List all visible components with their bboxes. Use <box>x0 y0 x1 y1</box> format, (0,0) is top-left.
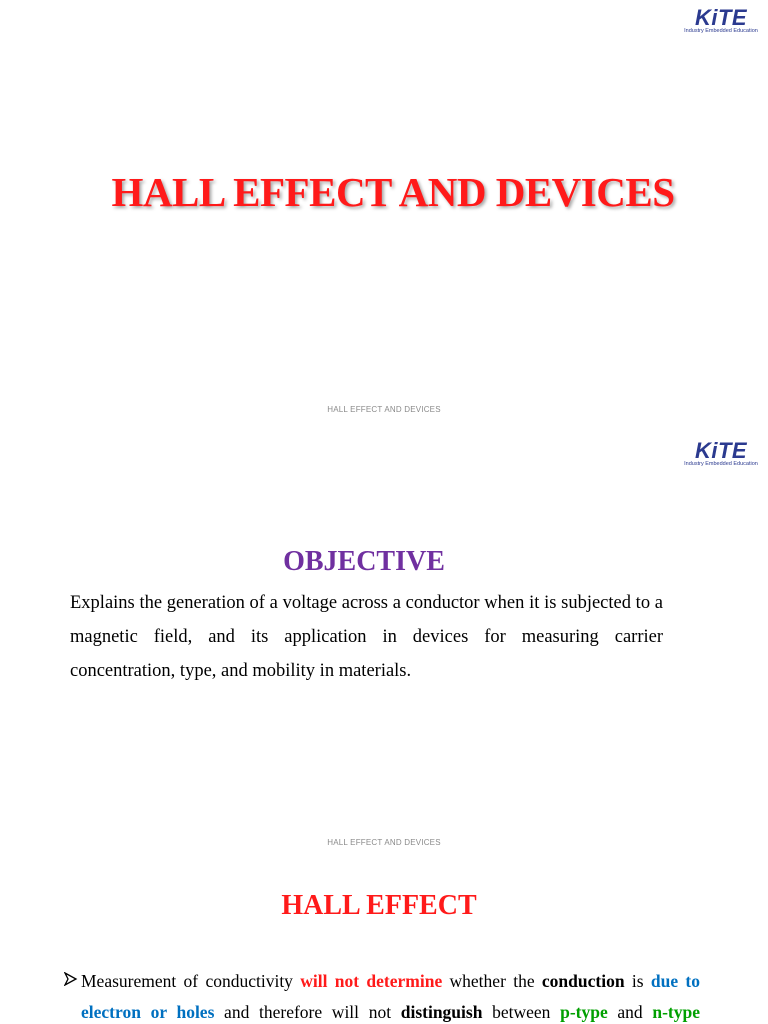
text-segment: whether the <box>442 971 542 991</box>
section-heading: HALL EFFECT <box>281 890 477 921</box>
logo-mark: KiTE <box>694 5 748 30</box>
kite-logo <box>684 5 758 36</box>
text-segment: and <box>607 1002 653 1022</box>
logo-tagline: Industry Embedded Education <box>684 28 758 34</box>
highlight-p-type: p-type <box>560 1002 608 1022</box>
kite-logo <box>684 438 758 469</box>
highlight-electron-holes: due to electron or holes <box>81 971 700 1022</box>
slide-title <box>0 0 768 432</box>
page-title: HALL EFFECT AND DEVICES <box>111 169 675 215</box>
text-segment: is <box>624 971 651 991</box>
bullet-item <box>64 966 700 1024</box>
objective-heading: OBJECTIVE <box>283 546 445 577</box>
slide-footer: HALL EFFECT AND DEVICES <box>327 405 441 414</box>
bullet-text <box>81 966 700 1024</box>
slide-footer: HALL EFFECT AND DEVICES <box>327 838 441 847</box>
text-segment: between <box>482 1002 561 1022</box>
highlight-n-type: n-type <box>652 1002 700 1022</box>
objective-text: Explains the generation of a voltage across a conductor when it is subjected to a magnetic field, and its application in devices for measuring carrier concentration, type, and mobility in materials. <box>70 593 663 681</box>
arrow-bullet-icon <box>64 972 78 986</box>
highlight-conduction: conduction <box>541 971 625 991</box>
slide-hall-effect <box>0 864 768 1024</box>
logo-mark: KiTE <box>694 438 748 463</box>
highlight-not-determine: will not determine <box>300 971 443 991</box>
text-segment: and therefore will not <box>214 1002 401 1022</box>
logo-tagline: Industry Embedded Education <box>684 461 758 467</box>
highlight-distinguish: distinguish <box>400 1002 483 1022</box>
slide-objective <box>0 432 768 864</box>
text-segment: Measurement of conductivity <box>81 971 301 991</box>
